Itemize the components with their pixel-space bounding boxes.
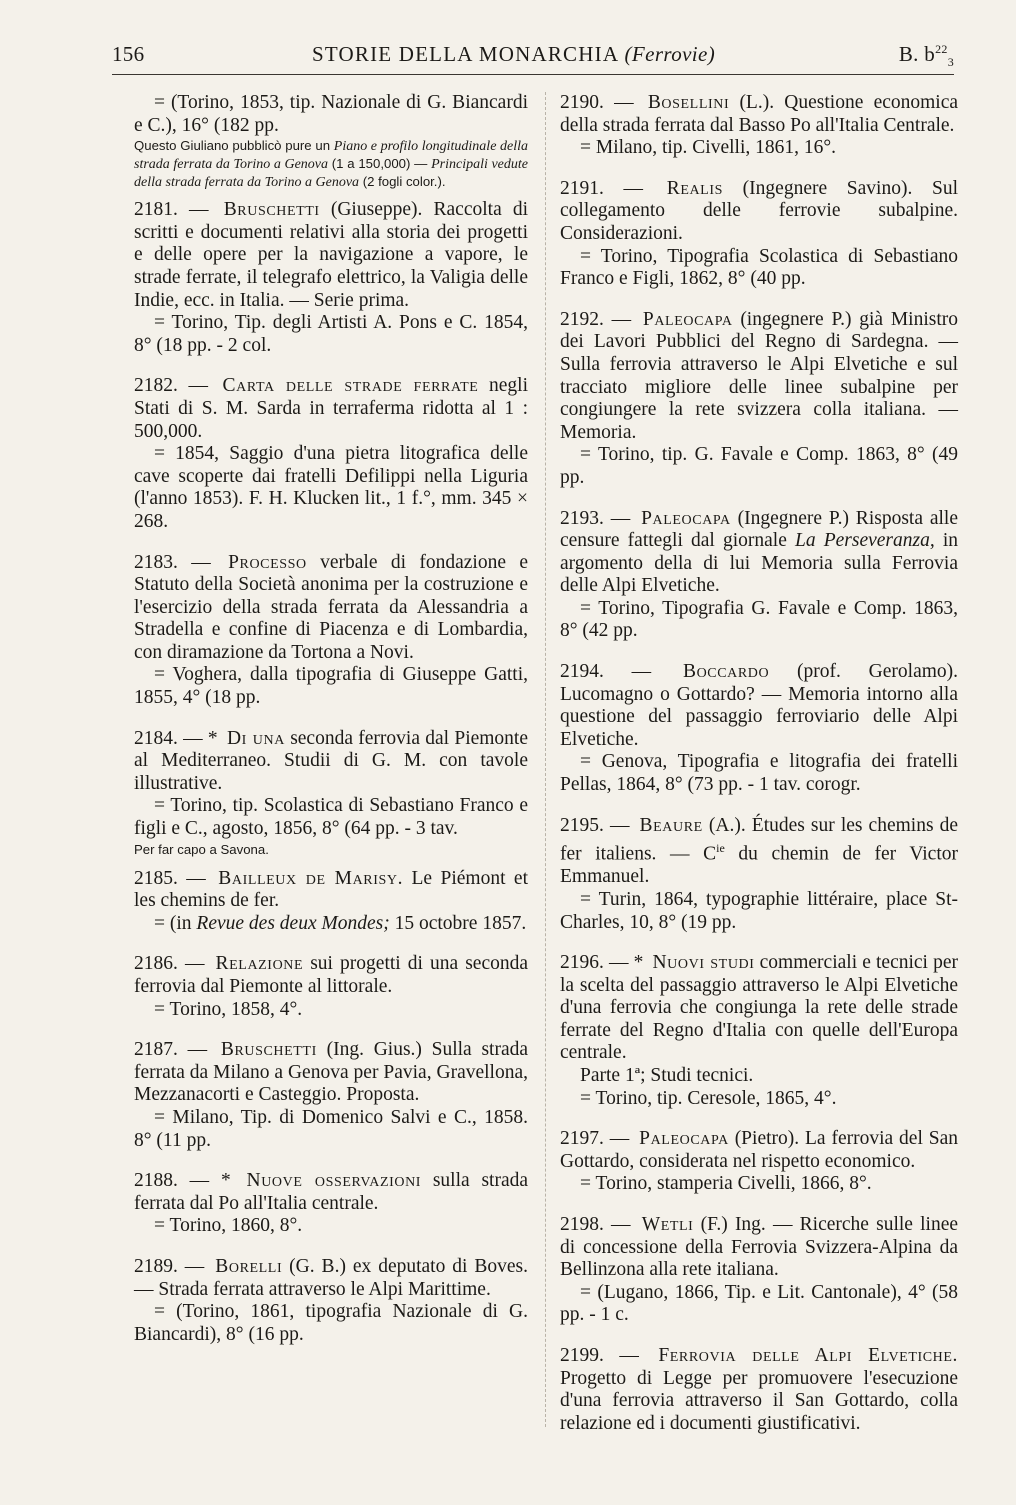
right-column bbox=[560, 92, 958, 1453]
entry-number: 2188. — * bbox=[134, 1170, 231, 1192]
entry-imprint: = Torino, tip. Ceresole, 1865, 4°. bbox=[580, 1087, 837, 1109]
entry-body bbox=[560, 1128, 958, 1173]
left-column bbox=[134, 92, 528, 1364]
entry-note bbox=[134, 137, 528, 191]
note-text: (1 a 150,000) — bbox=[328, 156, 432, 172]
entry-author: Paleocapa bbox=[639, 1128, 729, 1150]
entry-body bbox=[134, 868, 528, 913]
imprint-italic: Revue des deux Mondes; bbox=[196, 912, 390, 934]
entry-imprint: = Milano, Tip. di Domenico Salvi e C., 1858. 8° (11 pp. bbox=[134, 1106, 528, 1151]
entry-body bbox=[134, 728, 528, 796]
entry-number: 2187. — bbox=[134, 1039, 208, 1061]
entry-number: 2190. — bbox=[560, 92, 634, 113]
entry-imprint: = Torino, 1860, 8°. bbox=[154, 1215, 303, 1237]
entry-imprint: = (Torino, 1853, tip. Nazionale di G. Biancardi e C.), 16° (182 pp. bbox=[134, 92, 528, 136]
entry-number: 2197. — bbox=[560, 1128, 630, 1150]
entry-2188 bbox=[134, 1170, 528, 1238]
entry-title-italic: La Perseveranza, bbox=[794, 530, 935, 552]
entry-author: Bosellini bbox=[647, 92, 730, 113]
entry-body bbox=[134, 199, 528, 312]
entry-title: (Giuseppe). Raccolta di scritti e documenti relativi alla storia dei progetti e delle opere per la navigazione a vapore, le strade ferrate, il telegrafo elettrico, la Valigia delle Indie, ecc. in Italia. — Serie prima. bbox=[134, 199, 529, 311]
entry-body bbox=[560, 508, 958, 598]
entry-number: 2199. — bbox=[560, 1345, 639, 1366]
entry-number: 2186. — bbox=[134, 953, 205, 975]
entry-2192 bbox=[560, 309, 958, 490]
entry-2195 bbox=[560, 815, 958, 934]
entry-title: sui progetti di una seconda ferrovia dal Piemonte al littorale. bbox=[134, 953, 529, 997]
entry-title: commerciali e tecnici per la scelta del passaggio attraverso le Alpi Elvetiche d'una ferrovia che congiunga la rete delle strade ferrate del Regno d'Italia con quelle dell'Europa centrale. bbox=[560, 952, 958, 1064]
entry-title: (Ingegnere P.) Risposta alle censure fattegli dal giornale bbox=[560, 507, 958, 552]
column-divider bbox=[545, 92, 546, 1427]
imprint-text: = (in bbox=[154, 912, 197, 934]
entry-author: Bailleux de Marisy. bbox=[218, 867, 404, 889]
entry-author: Carta delle strade ferrate bbox=[222, 375, 479, 397]
entry-imprint: = Torino, Tipografia G. Favale e Comp. 1863, 8° (42 pp. bbox=[560, 597, 958, 642]
entry-imprint: = 1854, Saggio d'una pietra litografica delle cave scoperte dai fratelli Defilippi nella Liguria (l'anno 1853). F. H. Klucken lit., 1 f.°, mm. 345 × 268. bbox=[134, 443, 528, 532]
entry-title: (G. B.) ex deputato di Boves. — Strada ferrata attraverso le Alpi Marittime. bbox=[134, 1255, 529, 1300]
entry-body bbox=[134, 1256, 528, 1301]
entry-body bbox=[134, 375, 528, 443]
note-italic: Piano e profilo longitudinale della strada ferrata da Torino a Genova bbox=[134, 139, 528, 173]
running-title-main: STORIE DELLA MONARCHIA bbox=[312, 42, 619, 66]
entry-number: 2194. — bbox=[560, 661, 652, 683]
entry-body bbox=[560, 952, 958, 1065]
entry-body bbox=[560, 178, 958, 246]
entry-body bbox=[560, 661, 958, 751]
entry-title: du chemin de fer Victor Emmanuel. bbox=[560, 843, 958, 888]
entry-2190 bbox=[560, 92, 958, 160]
entry-2198 bbox=[560, 1214, 958, 1327]
entry-author: Paleocapa bbox=[641, 507, 731, 529]
entry-author: Ferrovia delle Alpi Elvetiche. bbox=[658, 1345, 959, 1366]
entry-author: Nuovi studi bbox=[652, 952, 755, 974]
entry-author: Beaure bbox=[639, 814, 703, 836]
entry-title: (F.) Ing. — Ricerche sulle linee di concessione della Ferrovia Svizzera-Alpina da Bellinzona alla rete italiana. bbox=[560, 1214, 959, 1281]
entry-imprint: = Torino, Tipografia Scolastica di Sebastiano Franco e Figli, 1862, 8° (40 pp. bbox=[560, 245, 958, 290]
entry-imprint: = Torino, 1858, 4°. bbox=[154, 998, 303, 1020]
signature-mark bbox=[899, 42, 954, 70]
entry-title-sup: ie bbox=[716, 841, 725, 856]
entry-2186 bbox=[134, 953, 528, 1021]
entry-2197 bbox=[560, 1128, 958, 1196]
note-text: Questo Giuliano pubblicò pure un bbox=[134, 138, 334, 154]
entry-title: (prof. Gerolamo). Lucomagno o Gottardo? — Memoria intorno alla questione del passaggio ferroviario delle Alpi Elvetiche. bbox=[560, 661, 959, 750]
entry-title: Progetto di Legge per promuovere l'esecuzione d'una ferrovia attraverso il San Gottardo, colla relazione ed i documenti giustificativi. bbox=[560, 1367, 958, 1434]
entry-body bbox=[560, 309, 958, 445]
entry-number: 2182. — bbox=[134, 375, 208, 397]
entry-author: Relazione bbox=[215, 953, 304, 975]
entry-title: Le Piémont et les chemins de fer. bbox=[134, 867, 529, 912]
entry-2199 bbox=[560, 1345, 958, 1435]
entry-title: (ingegnere P.) già Ministro dei Lavori Pubblici del Regno di Sardegna. — Sulla ferrovia attraverso le Alpi Elvetiche e sul tracciato migliore delle linee subalpine per congiungere la rete svizzera colla italiana. — Memoria. bbox=[560, 308, 959, 443]
entry-imprint: = Torino, stamperia Civelli, 1866, 8°. bbox=[580, 1173, 872, 1195]
entry-number: 2191. — bbox=[560, 177, 644, 199]
entry-title: (A.). Études sur les chemins de fer italiens. — C bbox=[560, 814, 959, 865]
entry-2189 bbox=[134, 1256, 528, 1346]
note-text: (2 fogli color.). bbox=[359, 174, 446, 190]
running-title-italic: (Ferrovie) bbox=[624, 42, 716, 66]
header-rule bbox=[112, 74, 954, 75]
entry-imprint: = Milano, tip. Civelli, 1861, 16°. bbox=[580, 137, 837, 159]
entry-title: (Pietro). La ferrovia del San Gottardo, considerata nel rispetto economico. bbox=[560, 1128, 959, 1172]
entry-2182 bbox=[134, 375, 528, 533]
entry-body bbox=[560, 92, 958, 137]
entry-body bbox=[134, 1170, 528, 1215]
entry-number: 2193. — bbox=[560, 507, 631, 529]
entry-title: sulla strada ferrata dal Po all'Italia centrale. bbox=[134, 1170, 529, 1214]
entry-body bbox=[560, 815, 958, 889]
entry-author: Bruschetti bbox=[220, 1039, 317, 1061]
entry-note: Per far capo a Savona. bbox=[134, 841, 269, 857]
entry-2181 bbox=[134, 199, 528, 357]
entry-number: 2185. — bbox=[134, 867, 206, 889]
entry-number: 2184. — * bbox=[134, 727, 218, 749]
entry-imprint: = Turin, 1864, typographie littéraire, place St-Charles, 10, 8° (19 pp. bbox=[560, 888, 958, 933]
entry-body bbox=[134, 1039, 528, 1107]
entry-number: 2196. — * bbox=[560, 952, 644, 974]
entry-author: Realis bbox=[666, 177, 723, 199]
entry-title: in argomento della di lui Memoria sulla Ferrovia delle Alpi Elvetiche. bbox=[560, 530, 959, 597]
running-header bbox=[112, 36, 954, 72]
entry-author: Boccardo bbox=[682, 661, 770, 683]
entry-title: (L.). Questione economica della strada ferrata dal Basso Po all'Italia Centrale. bbox=[560, 92, 959, 136]
signature-sup: 22 bbox=[935, 42, 948, 56]
entry-2194 bbox=[560, 661, 958, 797]
entry-body bbox=[134, 953, 528, 998]
entry-title: negli Stati di S. M. Sarda in terraferma ridotta al 1 : 500,000. bbox=[134, 375, 529, 442]
entry-title: verbale di fondazione e Statuto della Società anonima per la costruzione e l'esercizio della strada ferrata da Alessandria a Stradella e confine di Piacenza e di Lombardia, con diramazione da Tortona a Novi. bbox=[134, 551, 529, 663]
entry-imprint: = Voghera, dalla tipografia di Giuseppe Gatti, 1855, 4° (18 pp. bbox=[134, 664, 528, 709]
entry-imprint: = Torino, tip. Scolastica di Sebastiano Franco e figli e C., agosto, 1856, 8° (64 pp. - 3 tav. bbox=[134, 795, 528, 840]
entry-2185 bbox=[134, 868, 528, 936]
entry-imprint: = (Lugano, 1866, Tip. e Lit. Cantonale), 4° (58 pp. - 1 c. bbox=[560, 1281, 958, 1326]
entry-imprint: = Genova, Tipografia e litografia dei fratelli Pellas, 1864, 8° (73 pp. - 1 tav. corogr. bbox=[560, 751, 958, 796]
entry-number: 2183. — bbox=[134, 551, 211, 573]
page-number: 156 bbox=[112, 42, 145, 66]
entry-2191 bbox=[560, 178, 958, 291]
entry-number: 2181. — bbox=[134, 199, 209, 221]
entry-number: 2189. — bbox=[134, 1255, 205, 1277]
entry-author: Bruschetti bbox=[223, 199, 320, 221]
entry-2196 bbox=[560, 952, 958, 1110]
entry-number: 2192. — bbox=[560, 308, 632, 330]
entry-2180-continued bbox=[134, 92, 528, 191]
entry-imprint: = Torino, Tip. degli Artisti A. Pons e C. 1854, 8° (18 pp. - 2 col. bbox=[134, 312, 528, 356]
imprint-text: 15 octobre 1857. bbox=[389, 912, 527, 934]
entry-title: (Ingegnere Savino). Sul collegamento delle ferrovie subalpine. Considerazioni. bbox=[560, 177, 959, 244]
entry-2184 bbox=[134, 728, 528, 858]
entry-author: Di una bbox=[226, 727, 285, 749]
entry-title: seconda ferrovia dal Piemonte al Mediterraneo. Studii di G. M. con tavole illustrative. bbox=[134, 727, 529, 794]
entry-imprint bbox=[134, 913, 528, 936]
entry-2193 bbox=[560, 508, 958, 644]
entry-author: Wetli bbox=[641, 1214, 694, 1236]
entry-body bbox=[560, 1214, 958, 1282]
entry-part: Parte 1ª; Studi tecnici. bbox=[580, 1065, 754, 1087]
entry-2183 bbox=[134, 552, 528, 710]
entry-author: Nuove osservazioni bbox=[246, 1170, 422, 1192]
entry-title: (Ing. Gius.) Sulla strada ferrata da Milano a Genova per Pavia, Gravellona, Mezzanacorti e Casteggio. Proposta. bbox=[134, 1039, 529, 1106]
entry-number: 2198. — bbox=[560, 1214, 631, 1236]
entry-2187 bbox=[134, 1039, 528, 1152]
entry-author: Paleocapa bbox=[642, 308, 733, 330]
running-title bbox=[312, 42, 715, 67]
entry-body bbox=[134, 552, 528, 665]
entry-body bbox=[560, 1345, 958, 1435]
signature-text: B. b bbox=[898, 42, 936, 66]
signature-sub: 3 bbox=[947, 55, 954, 70]
entry-author: Processo bbox=[228, 551, 307, 573]
note-italic: Principali vedute della strada ferrata da Torino a Genova bbox=[134, 157, 528, 191]
entry-imprint: = (Torino, 1861, tipografia Nazionale di G. Biancardi), 8° (16 pp. bbox=[134, 1301, 528, 1345]
entry-imprint: = Torino, tip. G. Favale e Comp. 1863, 8° (49 pp. bbox=[560, 444, 958, 488]
entry-author: Borelli bbox=[215, 1255, 283, 1277]
entry-number: 2195. — bbox=[560, 814, 630, 836]
